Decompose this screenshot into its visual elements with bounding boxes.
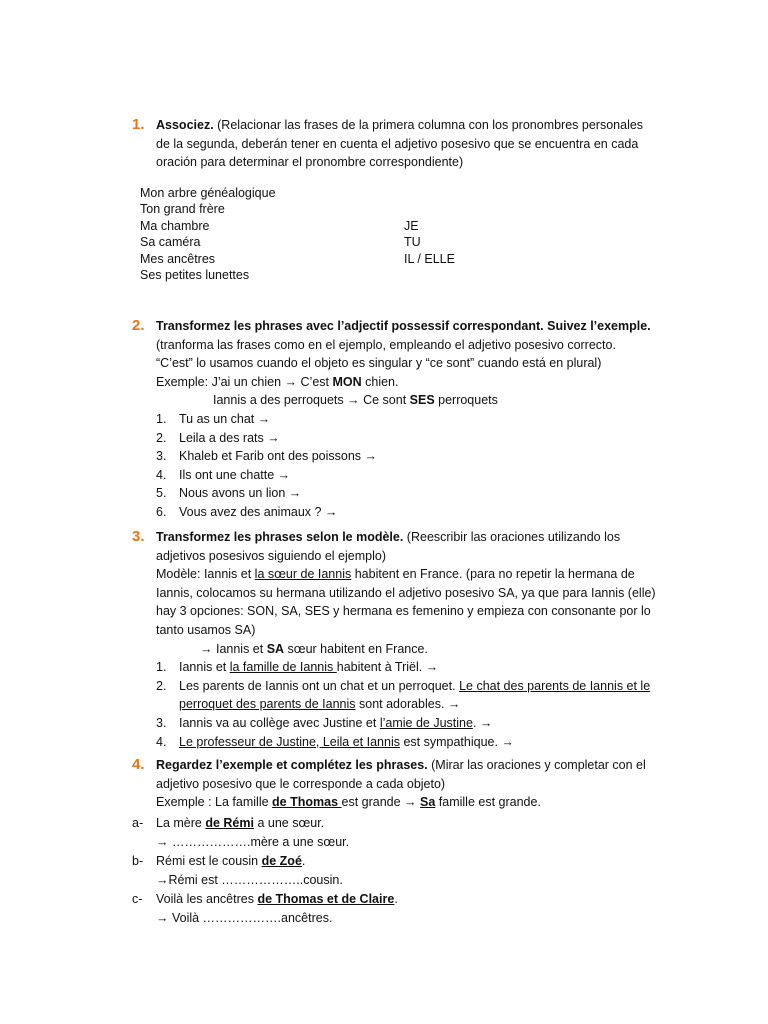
exercise-4 — [132, 756, 656, 812]
phrase-item: Ses petites lunettes — [140, 267, 250, 282]
phrase-item: Sa caméra — [140, 235, 201, 250]
exercise-1-instructions — [132, 116, 656, 172]
association-table — [140, 185, 660, 283]
list-item: 2. Leila a des rats → — [156, 430, 280, 445]
list-item: 2. Les parents de Iannis ont un chat et un perroquet. Le chat des parents de Iannis et le perroquet des parents de Iannis sont adorables. → — [156, 678, 651, 712]
exercise-4-instructions: Regardez l’exemple et complétez les phrases. (Mirar las oraciones y completar con el adjetivo posesivo que le corresponde a cada objeto) — [156, 758, 646, 791]
exercise-2-description: (tranforma las frases como en el ejemplo, empleando el adjetivo posesivo correcto. “C’est” lo usamos cuando el objeto es singular y “ce sont” cuando está en plural) — [156, 337, 616, 371]
exercise-2-example-2: Iannis a des perroquets → Ce sont SES perroquets — [213, 393, 498, 408]
list-item: 3. Iannis va au collège avec Justine et l’amie de Justine. → — [156, 715, 493, 730]
association-row — [140, 185, 660, 201]
exercise-4-example: Exemple : La famille de Thomas est grande → Sa famille est grande. — [156, 795, 541, 810]
list-item: 3. Khaleb et Farib ont des poissons → — [156, 449, 378, 464]
exercise-2-list — [156, 410, 656, 522]
list-item: 5. Nous avons un lion → — [156, 486, 302, 501]
phrase-item: Mes ancêtres — [140, 251, 216, 266]
exercise-1-intro: (Relacionar las frases de la primera columna con los pronombres personales de la segunda, deberán tener en cuenta el adjetivo posesivo que se encuentra en cada oración para determinar el pronombre correspondiente) — [156, 118, 644, 170]
exercise-2-title: Transformez les phrases avec l’adjectif possessif correspondant. Suivez l’exemple. — [156, 319, 651, 333]
exercise-4-number: 4. — [132, 756, 145, 773]
lettered-item: a- La mère de Rémi a une sœur. — [132, 816, 325, 830]
list-item: 6. Vous avez des animaux ? → — [156, 504, 338, 519]
list-item: 4. Ils ont une chatte → — [156, 467, 291, 482]
list-item: 1. Iannis et la famille de Iannis habitent à Triël. → — [156, 660, 439, 675]
association-row — [140, 267, 660, 283]
exercise-3-list — [156, 658, 656, 751]
association-row — [140, 218, 660, 234]
association-row — [140, 251, 660, 267]
exercise-2 — [132, 317, 656, 522]
exercise-3 — [132, 528, 656, 751]
exercise-3-instructions: Transformez les phrases selon le modèle. (Reescribir las oraciones utilizando los adjetivos posesivos siguiendo el ejemplo) — [156, 530, 621, 563]
exercise-3-number: 3. — [132, 528, 145, 545]
exercise-2-number: 2. — [132, 317, 145, 334]
pronoun-item: TU — [404, 235, 421, 250]
association-row — [140, 234, 660, 250]
pronoun-item: IL / ELLE — [404, 251, 455, 266]
exercise-3-model-answer: → Iannis et SA sœur habitent en France. — [200, 641, 428, 656]
answer-line: → ……………….mère a une sœur. — [156, 835, 350, 849]
phrase-item: Ma chambre — [140, 218, 210, 233]
answer-line: →Rémi est ………………..cousin. — [156, 873, 343, 887]
phrase-item: Ton grand frère — [140, 202, 225, 217]
exercise-1-title: Associez. — [156, 118, 214, 132]
association-row — [140, 201, 660, 217]
list-item: 1. Tu as un chat → — [156, 411, 271, 426]
exercise-1-number: 1. — [132, 116, 145, 133]
lettered-item: b- Rémi est le cousin de Zoé. — [132, 854, 306, 868]
exercise-3-model: Modèle: Iannis et la sœur de Iannis habitent en France. (para no repetir la hermana de Iannis, colocamos su hermana utilizando el adjetivo posesivo SA, ya que para Iannis (elle) hay 3 opciones: SON, SA, SES y hermana es femenino y empieza con consonante por lo tanto usamos SA) — [156, 567, 656, 637]
phrase-item: Mon arbre généalogique — [140, 186, 276, 200]
exercise-4-items — [132, 814, 662, 928]
lettered-item: c- Voilà les ancêtres de Thomas et de Claire. — [132, 892, 398, 906]
exercise-2-example-1: Exemple: J’ai un chien → C’est MON chien. — [156, 374, 399, 389]
pronoun-item: JE — [404, 218, 419, 233]
answer-line: → Voilà ……………….ancêtres. — [156, 911, 333, 925]
list-item: 4. Le professeur de Justine, Leila et Iannis est sympathique. → — [156, 734, 514, 749]
